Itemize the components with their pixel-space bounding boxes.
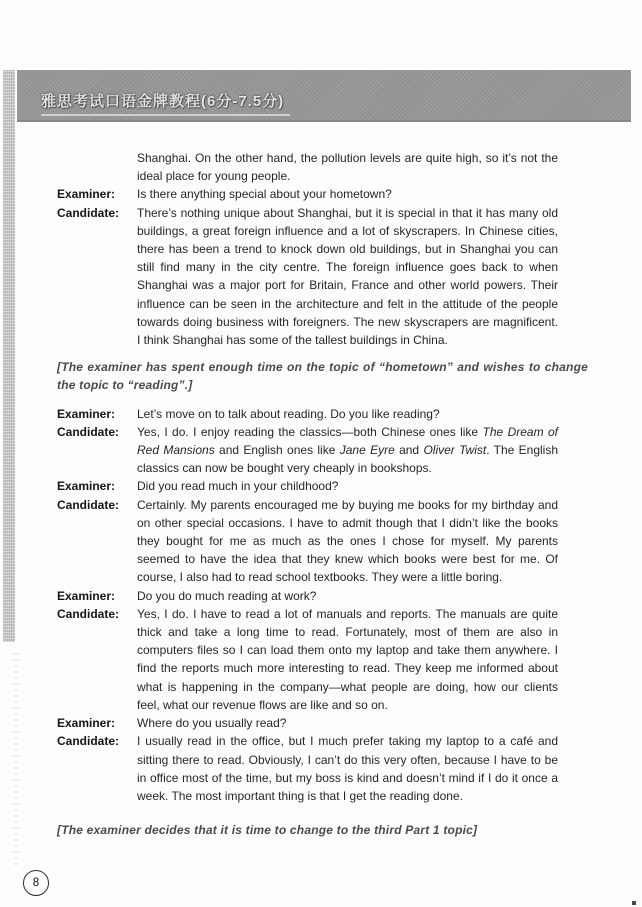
speaker-label: Examiner: bbox=[57, 588, 116, 603]
dialogue-transcript bbox=[57, 149, 588, 839]
chapter-header-title: 雅思考试口语金牌教程(6分-7.5分) bbox=[41, 90, 290, 116]
dialogue-text: Shanghai. On the other hand, the pollution levels are quite high, so it’s not the ideal place for young people. bbox=[137, 151, 558, 184]
speaker-label: Candidate: bbox=[57, 205, 120, 220]
stage-direction: [The examiner decides that it is time to change to the third Part 1 topic] bbox=[57, 823, 478, 838]
dialogue-row-candidate bbox=[57, 204, 588, 350]
dialogue-text: Certainly. My parents encouraged me by buying me books for my birthday and on other special occasions. I have to admit though that I didn’t like the books they bought for me as much as the ones I chose for myself. My parents seemed to have the idea that they knew which books were best for me. Of course, I also had to read school textbooks. They were a little boring. bbox=[137, 497, 558, 585]
dialogue-row-continuation bbox=[57, 149, 588, 185]
scan-edge-strip bbox=[3, 70, 15, 642]
dialogue-text: Is there anything special about your hometown? bbox=[137, 187, 392, 202]
dialogue-row-candidate bbox=[57, 496, 588, 587]
page-number-badge bbox=[23, 870, 49, 896]
speaker-label: Candidate: bbox=[57, 424, 120, 439]
chapter-header-banner bbox=[17, 70, 631, 122]
dialogue-row-candidate bbox=[57, 423, 588, 478]
dialogue-text: Did you read much in your childhood? bbox=[137, 479, 339, 494]
speaker-label: Candidate: bbox=[57, 734, 120, 749]
dialogue-row-examiner bbox=[57, 185, 588, 203]
speaker-label: Examiner: bbox=[57, 187, 116, 202]
dialogue-text: Yes, I do. I enjoy reading the classics—both Chinese ones like The Dream of Red Mansions and English ones like Jane Eyre and Oliver Twist. The English classics can now be bought very cheaply in bookshops. bbox=[137, 424, 559, 476]
dialogue-row-examiner bbox=[57, 714, 588, 732]
dialogue-row-examiner bbox=[57, 405, 588, 423]
dialogue-row-candidate bbox=[57, 732, 588, 805]
dialogue-row-examiner bbox=[57, 477, 588, 495]
speaker-label: Candidate: bbox=[57, 606, 120, 621]
speaker-label: Examiner: bbox=[57, 716, 116, 731]
speaker-label: Examiner: bbox=[57, 406, 116, 421]
dialogue-text: Yes, I do. I have to read a lot of manuals and reports. The manuals are quite thick and take a long time to read. Fortunately, most of them are also in computers files so I can load them onto my laptop and take them anywhere. I find the reports much more interesting to read. They keep me informed about what is happening in the company—what people are doing, how our clients feel, what our revenue flows are like and so on. bbox=[137, 606, 558, 712]
stage-direction: [The examiner has spent enough time on the topic of “hometown” and wishes to change the topic to “reading”.] bbox=[57, 360, 588, 393]
speaker-label: Candidate: bbox=[57, 497, 120, 512]
scan-edge-smudge bbox=[13, 650, 19, 865]
dialogue-text: Let’s move on to talk about reading. Do you like reading? bbox=[137, 406, 440, 421]
page-number: 8 bbox=[32, 877, 40, 889]
speaker-label bbox=[57, 149, 137, 185]
dialogue-text: Do you do much reading at work? bbox=[137, 588, 317, 603]
scan-artifact-dot bbox=[632, 901, 636, 905]
dialogue-text: I usually read in the office, but I much prefer taking my laptop to a café and sitting there to read. Obviously, I can’t do this very often, because I have to be in office most of the time, but my boss is kind and doesn’t mind if I do it once a week. The most important thing is that I get the reading done. bbox=[137, 734, 558, 803]
speaker-label: Examiner: bbox=[57, 479, 116, 494]
dialogue-text: Where do you usually read? bbox=[137, 716, 287, 731]
dialogue-text: There’s nothing unique about Shanghai, but it is special in that it has many old buildings, a great foreign influence and a lot of skyscrapers. In Chinese cities, there has been a trend to knock down old buildings, but in Shanghai you can still find many in the city centre. The foreign influence goes back to when Shanghai was a major port for Britain, France and other world powers. Their influence can be seen in the architecture and felt in the attitude of the people towards doing business with foreigners. The new skyscrapers are magnificent. I think Shanghai has some of the tallest buildings in China. bbox=[137, 205, 558, 348]
dialogue-row-examiner bbox=[57, 587, 588, 605]
dialogue-row-candidate bbox=[57, 605, 588, 714]
